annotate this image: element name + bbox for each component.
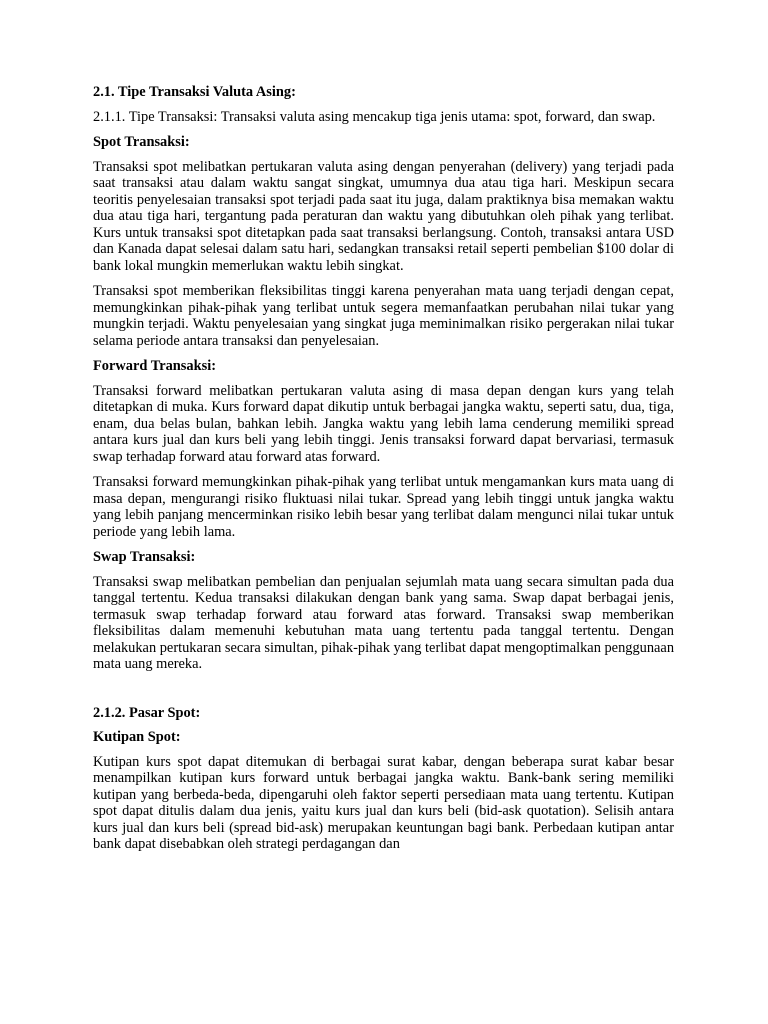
pasar-spot-heading: 2.1.2. Pasar Spot: (93, 704, 201, 721)
document-page (93, 84, 674, 862)
swap-heading: Swap Transaksi: (93, 549, 196, 565)
forward-paragraph-2: Transaksi forward memungkinkan pihak-pihak yang terlibat untuk mengamankan kurs mata uang di masa depan, mengurangi risiko fluktuasi nilai tukar. Spread yang lebih tinggi untuk jangka waktu yang lebih panjang mencerminkan risiko lebih besar yang terlibat dalam mengunci nilai tukar untuk periode yang lebih lama. (93, 474, 674, 540)
section-title: 2.1. Tipe Transaksi Valuta Asing: (93, 84, 296, 100)
forward-paragraph-1: Transaksi forward melibatkan pertukaran valuta asing di masa depan dengan kurs yang telah ditetapkan di muka. Kurs forward dapat dikutip untuk berbagai jangka waktu, seperti satu, dua, tiga, enam, dua belas bulan, bahkan lebih. Jangka waktu yang lebih lama cenderung memiliki spread antara kurs jual dan kurs beli yang lebih tinggi. Jenis transaksi forward dapat bervariasi, termasuk swap terhadap forward atau forward atas forward. (93, 382, 674, 465)
kutipan-spot-heading: Kutipan Spot: (93, 729, 181, 745)
spot-paragraph-1: Transaksi spot melibatkan pertukaran valuta asing dengan penyerahan (delivery) yang terjadi pada saat transaksi atau dalam waktu sangat singkat, umumnya dua atau tiga hari. Meskipun secara teoritis penyelesaian transaksi spot terjadi pada saat itu juga, dalam praktiknya bisa memakan waktu dua atau tiga hari, tergantung pada peraturan dan waktu yang dibutuhkan oleh pihak yang terlibat. Kurs untuk transaksi spot ditetapkan pada saat transaksi berlangsung. Contoh, transaksi antara USD dan Kanada dapat selesai dalam satu hari, sedangkan transaksi retail seperti pembelian $100 dolar di bank lokal mungkin memerlukan waktu lebih singkat. (93, 158, 674, 274)
kutipan-spot-paragraph: Kutipan kurs spot dapat ditemukan di berbagai surat kabar, dengan beberapa surat kabar besar menampilkan kutipan kurs forward untuk berbagai jangka waktu. Bank-bank sering memiliki kutipan yang berbeda-beda, dipengaruhi oleh faktor seperti persediaan mata uang tertentu. Kutipan spot dapat ditulis dalam dua jenis, yaitu kurs jual dan kurs beli (bid-ask quotation). Selisih antara kurs jual dan kurs beli (spread bid-ask) merupakan keuntungan bagi bank. Perbedaan kutipan antar bank dapat disebabkan oleh strategi perdagangan dan (93, 753, 674, 852)
intro-paragraph: 2.1.1. Tipe Transaksi: Transaksi valuta asing mencakup tiga jenis utama: spot, forward, dan swap. (93, 108, 656, 125)
spot-heading: Spot Transaksi: (93, 134, 190, 150)
swap-paragraph: Transaksi swap melibatkan pembelian dan penjualan sejumlah mata uang secara simultan pada dua tanggal tertentu. Kedua transaksi dilakukan dengan bank yang sama. Swap dapat berbagai jenis, termasuk swap terhadap forward atau forward atas forward. Transaksi swap memberikan fleksibilitas dalam memenuhi kebutuhan mata uang tertentu pada tanggal tertentu. Dengan melakukan pertukaran secara simultan, pihak-pihak yang terlibat dapat mengoptimalkan penggunaan mata uang mereka. (93, 573, 675, 672)
forward-heading: Forward Transaksi: (93, 358, 216, 374)
section-spacer (93, 682, 674, 705)
spot-paragraph-2: Transaksi spot memberikan fleksibilitas tinggi karena penyerahan mata uang terjadi dengan cepat, memungkinkan pihak-pihak yang terlibat untuk segera memanfaatkan perubahan nilai tukar yang mungkin terjadi. Waktu penyelesaian yang singkat juga meminimalkan risiko pergerakan nilai tukar selama periode antara transaksi dan penyelesaian. (93, 283, 674, 349)
